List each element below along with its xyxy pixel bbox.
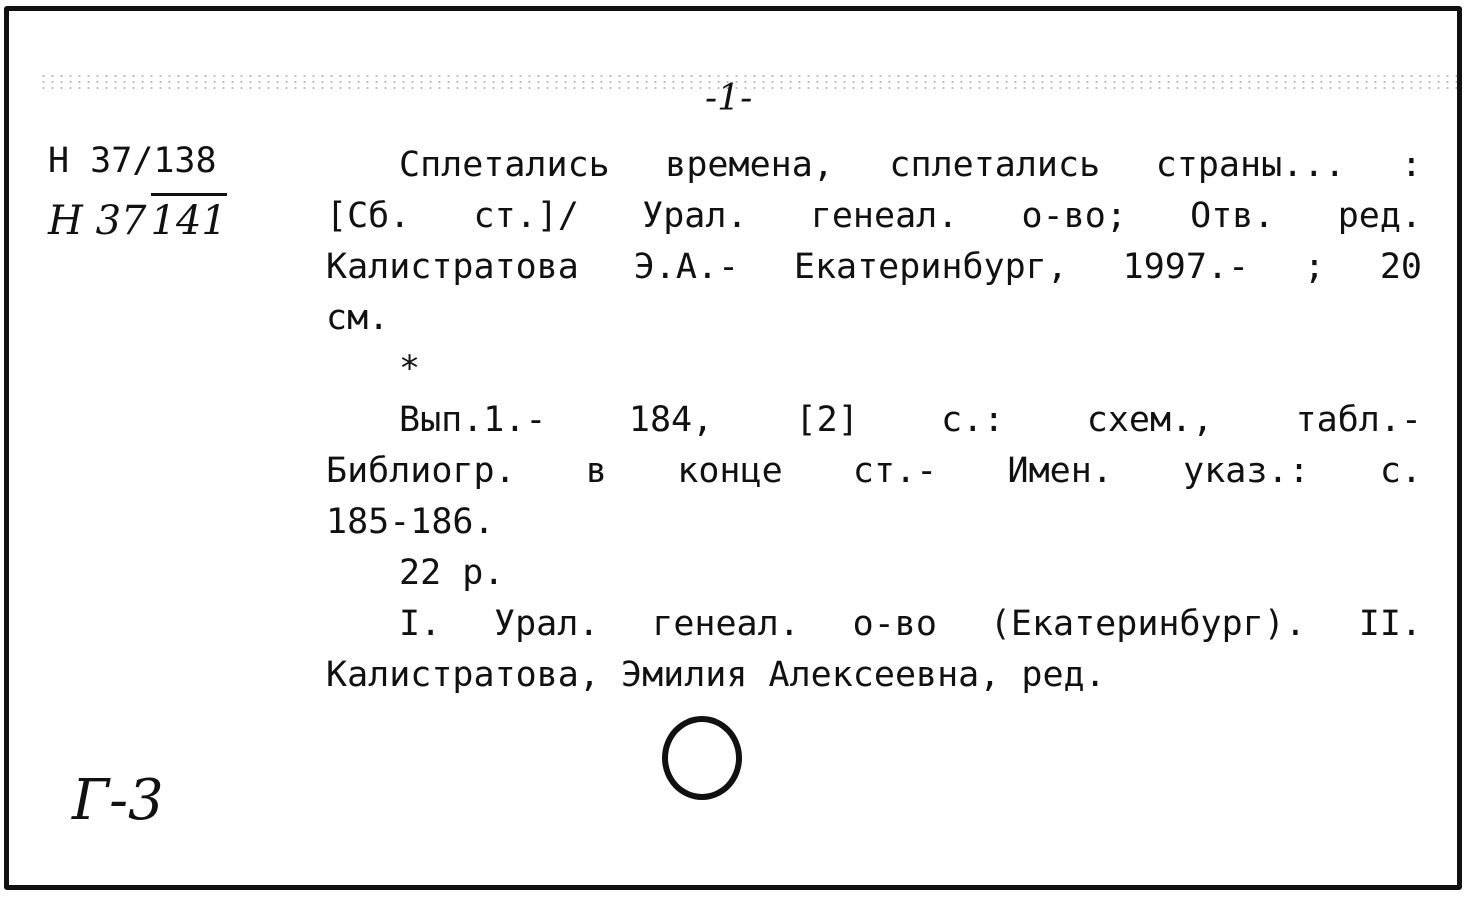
entry-line: Калистратова Э.А.- Екатеринбург, 1997.- ; 20	[326, 247, 1422, 287]
entry-line: I. Урал. генеал. о-во (Екатеринбург). II.	[399, 604, 1422, 644]
bibliographic-entry	[326, 140, 1422, 701]
entry-line: [Сб. ст.]/ Урал. генеал. о-во; Отв. ред.	[326, 196, 1422, 236]
page-number: -1-	[705, 78, 753, 119]
shelf-mark-handwritten-fraction: 141	[151, 193, 227, 244]
shelf-mark-handwritten-main: Н 37	[48, 198, 147, 244]
shelf-mark-handwritten	[48, 193, 227, 244]
entry-line: 185-186.	[326, 502, 495, 542]
handwritten-note: Г-3	[72, 768, 164, 833]
entry-line: см.	[326, 298, 390, 338]
entry-line: Калистратова, Эмилия Алексеевна, ред.	[326, 655, 1106, 695]
entry-line: Библиогр. в конце ст.- Имен. указ.: с.	[326, 451, 1422, 491]
shelf-mark-printed: Н 37/138	[48, 141, 217, 181]
entry-price: 22 р.	[399, 553, 505, 593]
entry-line: Вып.1.- 184, [2] с.: схем., табл.-	[399, 400, 1422, 440]
card-punch-hole	[662, 716, 742, 800]
entry-separator-star: *	[399, 349, 421, 389]
entry-line: Сплетались времена, сплетались страны... :	[399, 145, 1422, 185]
